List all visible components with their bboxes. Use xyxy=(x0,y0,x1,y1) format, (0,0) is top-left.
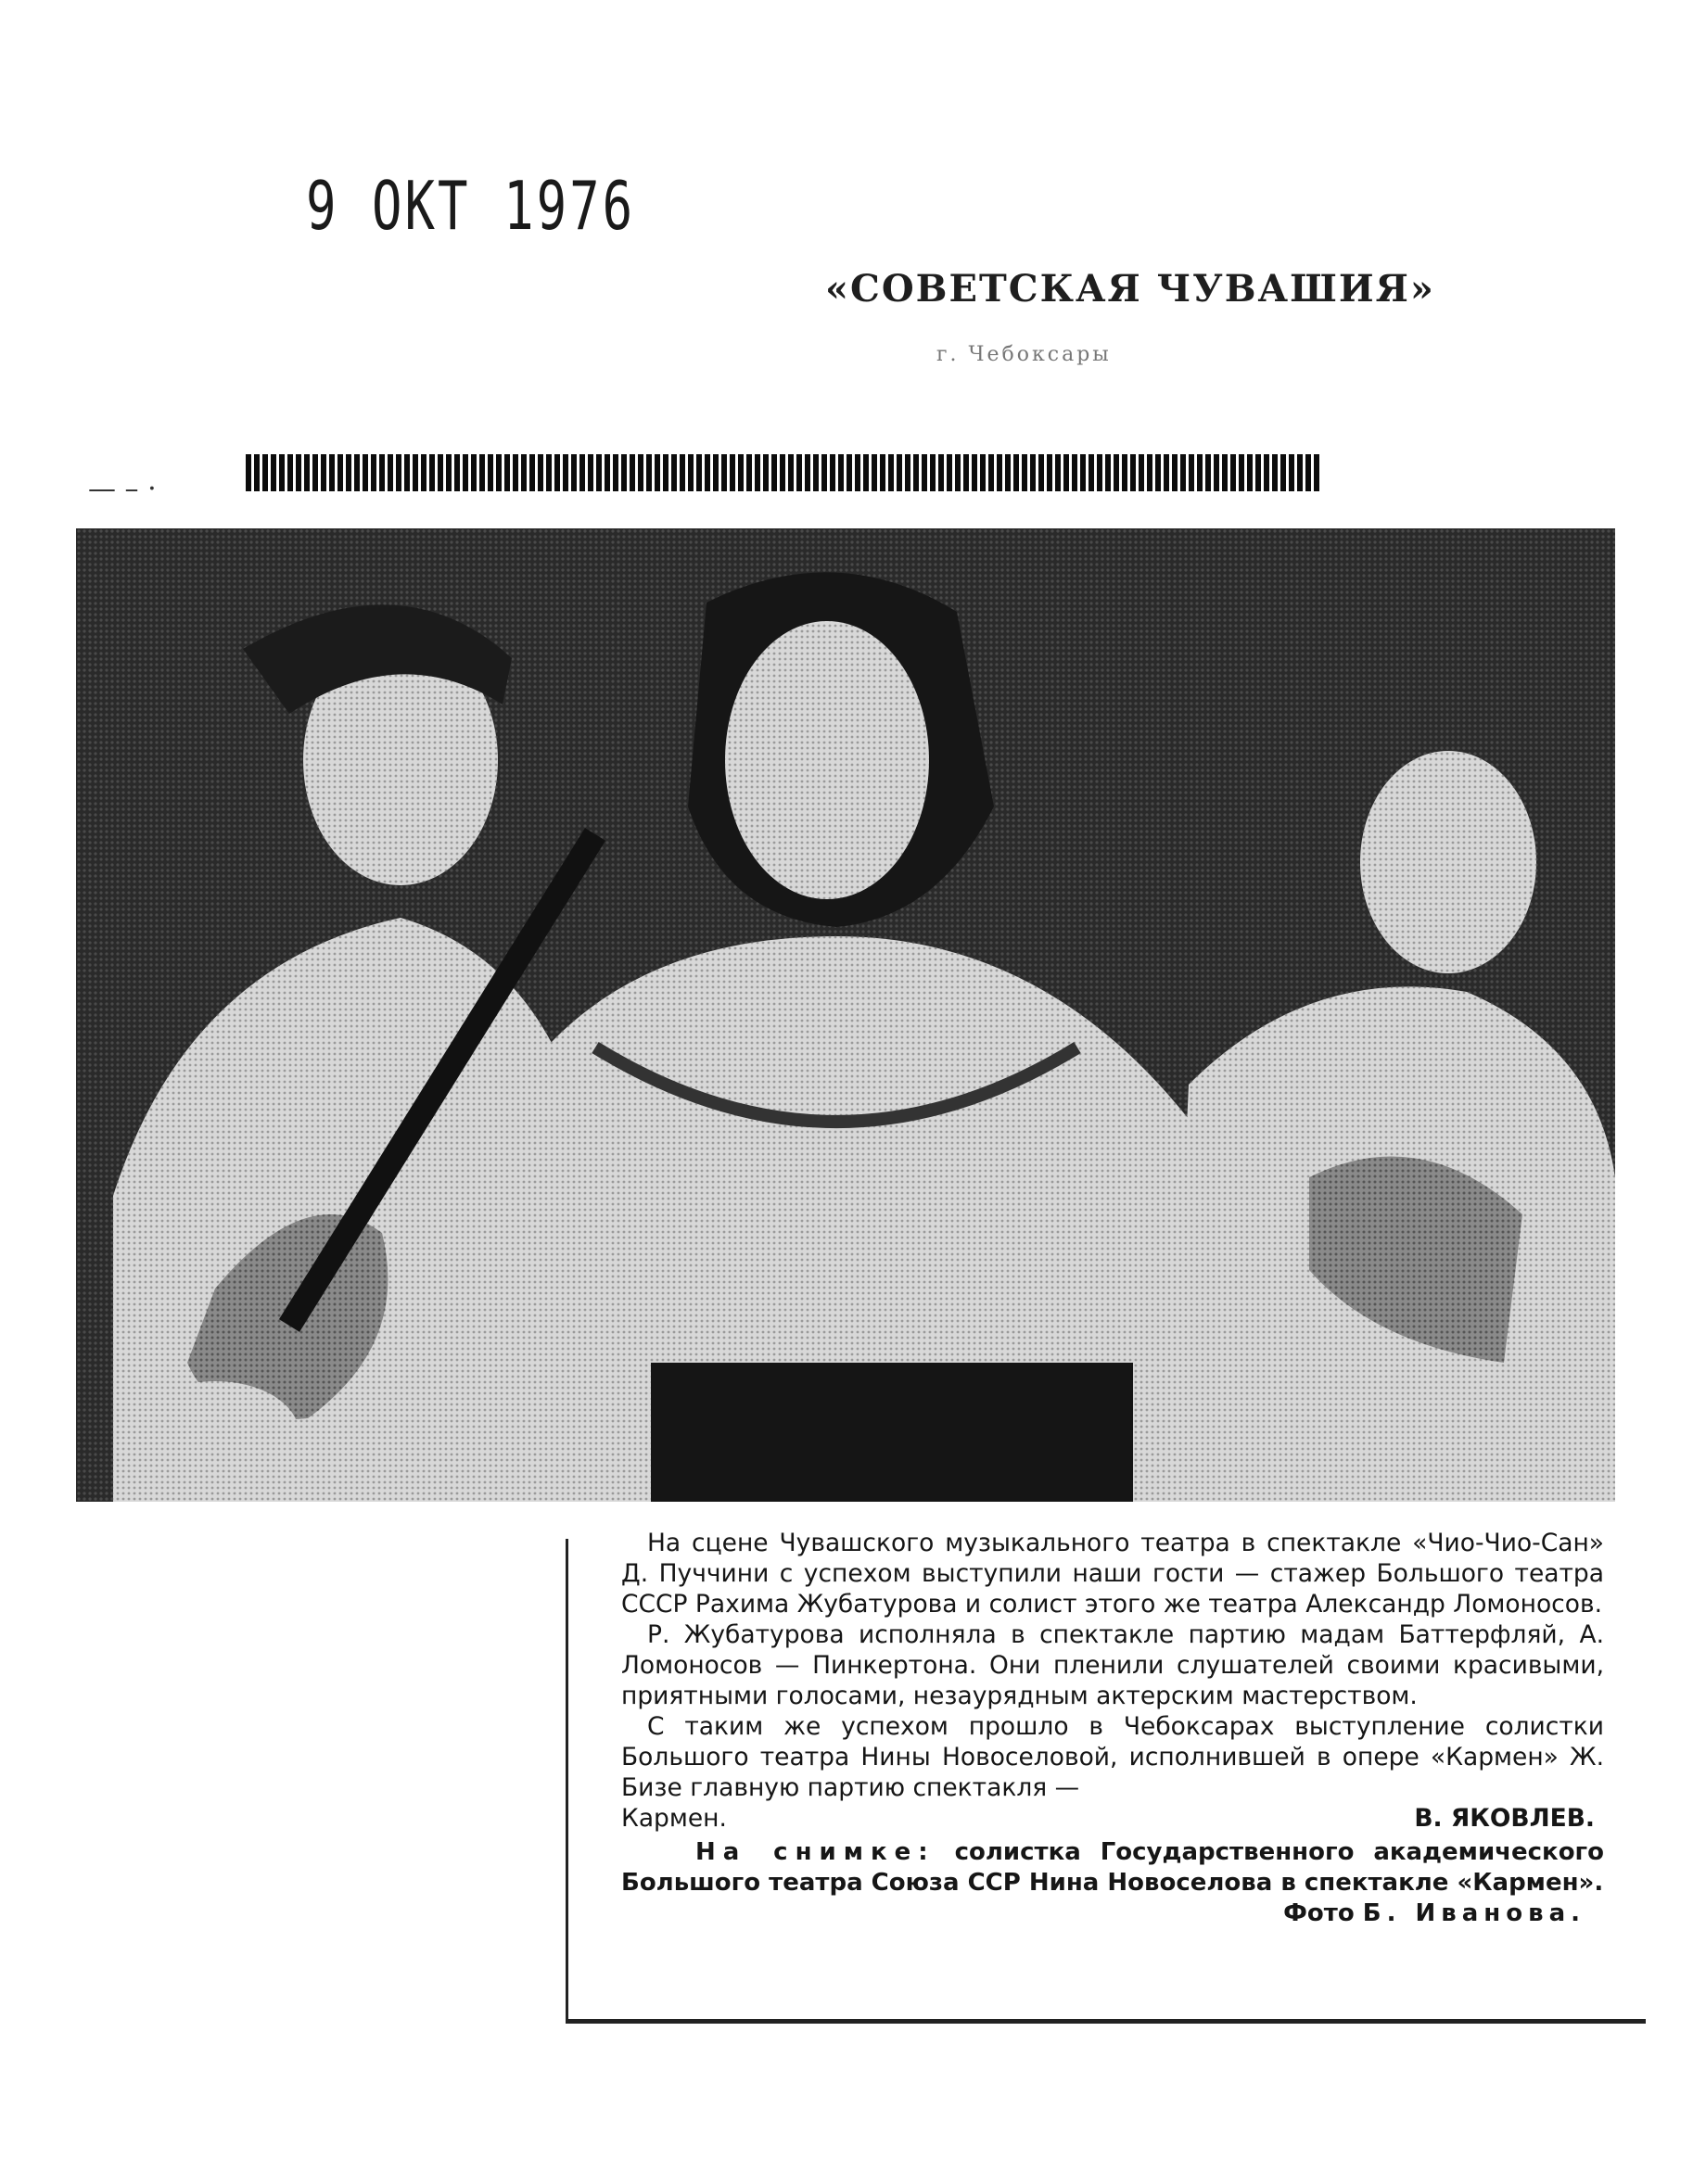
photo-caption-text: солистка Государственного академического Большого театра Союза ССР Нина Новоселова в спектакле «Кармен». xyxy=(621,1838,1605,1897)
photo-credit-prefix: Фото xyxy=(1283,1899,1355,1927)
newspaper-city: г. Чебоксары xyxy=(936,343,1112,366)
news-photo xyxy=(76,528,1615,1502)
newspaper-title: «СОВЕТСКАЯ ЧУВАШИЯ» xyxy=(825,267,1435,311)
photo-credit-line xyxy=(621,1898,1604,1929)
photo-caption xyxy=(621,1837,1604,1929)
caption-border-bottom xyxy=(566,2019,1646,2024)
signature-line xyxy=(621,1803,1604,1834)
article-text xyxy=(621,1528,1604,1929)
photo-caption-lead: На снимке: xyxy=(695,1838,936,1866)
rule-prefix-mark: — – · xyxy=(88,473,157,505)
photo-illustration xyxy=(76,528,1615,1502)
article-paragraph: С таким же успехом прошло в Чебоксарах выступление солистки Большого театра Нины Новоселовой, исполнившей в опере «Кармен» Ж. Бизе главную партию спектакля — xyxy=(621,1712,1604,1802)
caption-border-left xyxy=(566,1539,568,2021)
article-paragraph: На сцене Чувашского музыкального театра в спектакле «Чио-Чио-Сан» Д. Пуччини с успехом выступили наши гости — стажер Большого театра СССР Рахима Жубатурова и солист этого же театра Александр Ломоносов. xyxy=(621,1529,1604,1619)
date-stamp: 9 ОКТ 1976 xyxy=(306,167,636,245)
article-paragraph: Р. Жубатурова исполняла в спектакле партию мадам Баттерфляй, А. Ломоносов — Пинкертона. Они пленили слушателей своими красивыми, приятными голосами, незаурядным актерским мастерством. xyxy=(621,1620,1604,1710)
photo-credit-name: Б. Иванова. xyxy=(1362,1899,1585,1927)
photo-credit xyxy=(1283,1898,1585,1929)
decorative-rule xyxy=(246,454,1321,491)
article-author: В. ЯКОВЛЕВ. xyxy=(1414,1804,1595,1833)
article-last-line: Кармен. xyxy=(621,1804,727,1833)
article-block xyxy=(566,1520,1650,2049)
